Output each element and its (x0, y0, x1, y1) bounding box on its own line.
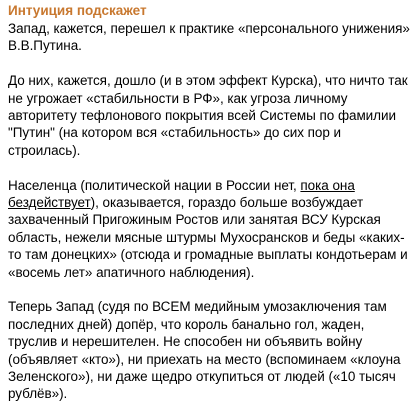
post-paragraph-1: Запад, кажется, перешел к практике «персонального унижения» В.В.Путина. (8, 21, 410, 54)
paragraph-3-text-after-link: ), оказывается, гораздо больше возбуждает захваченный Пригожиным Ростов или занятая ВСУ Курская область, нежели мясные штурмы Мухосрансков и беды «каких- то там донецких» (отсюда и громадные выплаты кондотьерам и «восемь лет» апатичного наблюдения). (8, 195, 408, 280)
post-paragraph-2: До них, кажется, дошло (и в этом эффект Курска), что ничто так не угрожает «стабильности в РФ», как угроза личному авторитету тефлонового покрытия всей Системы по фамилии "Путин" (на котором вся «стабильность» до сих пор и строилась). (8, 73, 408, 158)
inline-link[interactable]: пока она бездействует (8, 177, 355, 211)
post-paragraph-4: Теперь Запад (судя по ВСЕМ медийным умозаключения там последних дней) допёр, что король банально гол, жаден, труслив и нерешителен. Не способен ни объявить войну (объявляет «кто»), ни приехать на место (вспоминаем «клоуна Зеленского»), ни даже щедро откупиться от людей («10 тысяч рублёв»). (8, 299, 401, 402)
channel-name[interactable]: Интуиция подскажет (8, 3, 147, 18)
post-paragraph-3 (8, 177, 414, 281)
paragraph-3-text-before-link: Населенца (политической нации в России нет, (8, 177, 301, 193)
